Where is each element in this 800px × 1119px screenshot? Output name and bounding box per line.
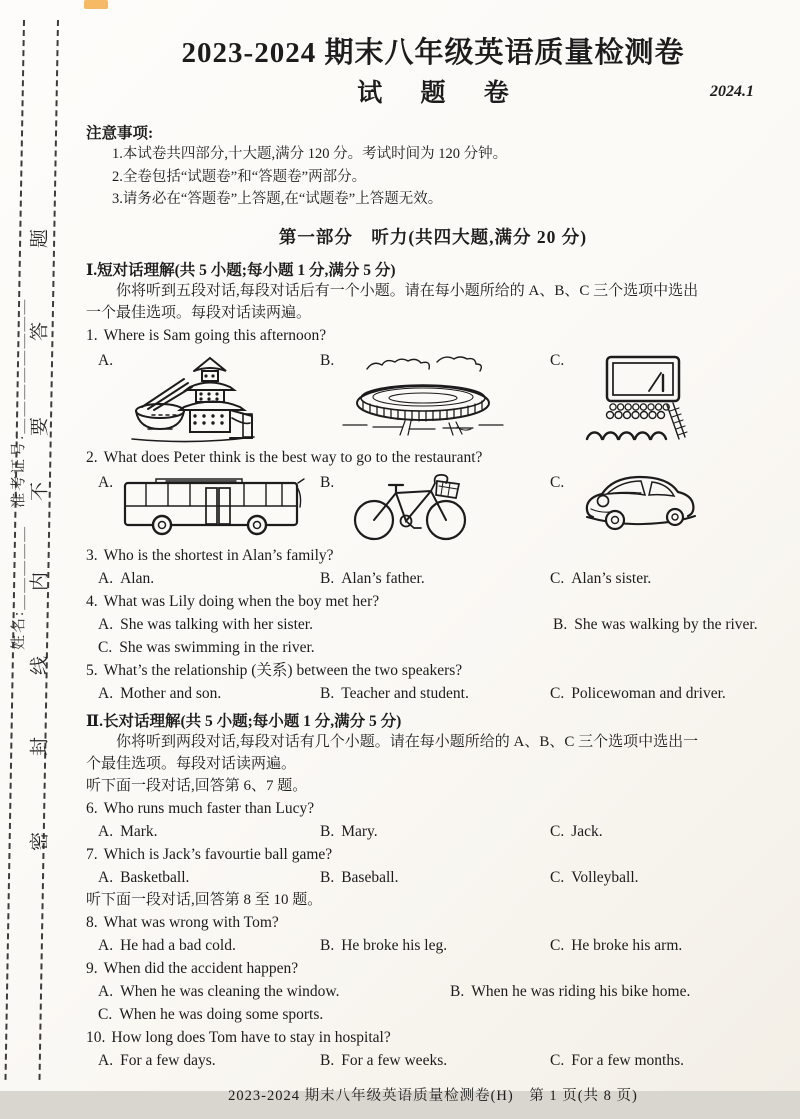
option-text: When he was riding his bike home. — [471, 982, 691, 1000]
instruction-line: 你将听到两段对话,每段对话有几个小题。请在每小题所给的 A、B、C 三个选项中选出一 — [116, 733, 699, 750]
question-7 — [86, 843, 780, 866]
question-text: What was Lily doing when the boy met her? — [103, 592, 380, 610]
notice-heading: 注意事项: — [86, 125, 154, 142]
option — [550, 820, 780, 843]
question-number: 5. — [86, 661, 98, 679]
question-number: 7. — [86, 845, 98, 863]
dialog-prompt-2: 听下面一段对话,回答第 8 至 10 题。 — [86, 891, 323, 908]
cinema-icon — [583, 355, 685, 441]
question-number: 9. — [86, 959, 98, 977]
option-b — [320, 349, 550, 443]
question-number: 3. — [86, 546, 98, 564]
option-text: She was swimming in the river. — [119, 638, 315, 656]
question-4-options — [86, 613, 780, 636]
option — [98, 1049, 320, 1072]
option-label: B. — [320, 684, 335, 702]
question-number: 1. — [86, 326, 98, 344]
option — [98, 682, 320, 705]
option-text: He broke his arm. — [571, 936, 683, 954]
option-label: A. — [98, 1051, 114, 1069]
question-text: What’s the relationship (关系) between the two speakers? — [103, 661, 463, 679]
seal-char: 不 — [29, 482, 51, 502]
option-label: B. — [553, 615, 568, 633]
option-text: Mother and son. — [120, 684, 222, 702]
question-3-options — [86, 567, 780, 590]
option-label: B. — [320, 569, 335, 587]
notice-item: 1.本试卷共四部分,十大题,满分 120 分。考试时间为 120 分钟。 — [112, 146, 508, 162]
option — [98, 820, 320, 843]
option-label: C. — [550, 822, 565, 840]
question-2-options — [86, 471, 780, 541]
option-label: B. — [320, 351, 335, 369]
question-text: Who is the shortest in Alan’s family? — [103, 546, 334, 564]
option-label: A. — [98, 936, 114, 954]
option — [320, 682, 550, 705]
option-text: Alan’s sister. — [571, 569, 652, 587]
option-label: C. — [550, 1051, 565, 1069]
notice-item: 3.请务必在“答题卷”上答题,在“试题卷”上答题无效。 — [112, 191, 443, 207]
question-number: 8. — [86, 913, 98, 931]
question-1 — [86, 324, 780, 347]
option — [550, 682, 780, 705]
seal-char: 线 — [29, 656, 51, 676]
bus-icon — [122, 475, 304, 537]
option-label: A. — [98, 351, 114, 369]
option — [320, 866, 550, 889]
page-footer: 2023-2024 期末八年级英语质量检测卷(H) 第 1 页(共 8 页) — [228, 1087, 638, 1104]
notice-item: 2.全卷包括“试题卷”和“答题卷”两部分。 — [112, 168, 367, 185]
option-text: Jack. — [571, 822, 603, 840]
exam-date: 2024.1 — [710, 83, 754, 100]
question-9 — [86, 957, 780, 980]
question-text: Who runs much faster than Lucy? — [103, 799, 315, 817]
seal-char: 要 — [29, 417, 51, 437]
option-label: B. — [320, 936, 335, 954]
option-label: C. — [550, 868, 565, 886]
option — [98, 934, 320, 957]
option — [98, 613, 553, 636]
question-10-options — [86, 1049, 780, 1072]
question-text: Which is Jack’s favourtie ball game? — [103, 845, 333, 863]
option-label: C. — [550, 569, 565, 587]
question-5 — [86, 659, 780, 682]
question-5-options — [86, 682, 780, 705]
option-label: A. — [98, 684, 114, 702]
question-6 — [86, 797, 780, 820]
option-label: B. — [320, 868, 335, 886]
option-label: C. — [550, 473, 565, 491]
question-number: 2. — [86, 448, 98, 466]
seal-char: 题 — [29, 229, 51, 249]
restaurant-icon — [126, 355, 261, 443]
option-label: C. — [98, 1005, 113, 1023]
option — [86, 636, 780, 659]
bicycle-icon — [349, 473, 473, 541]
question-1-options — [86, 349, 780, 443]
option — [550, 567, 780, 590]
option-text: Volleyball. — [571, 868, 639, 886]
highlighter-artifact — [84, 0, 108, 9]
option — [450, 980, 780, 1003]
question-number: 4. — [86, 592, 98, 610]
seal-char: 封 — [29, 737, 51, 757]
option-text: When he was cleaning the window. — [120, 982, 340, 1000]
question-text: When did the accident happen? — [103, 959, 299, 977]
option-label: C. — [550, 936, 565, 954]
option-text: For a few days. — [120, 1051, 216, 1069]
option-text: Mark. — [120, 822, 158, 840]
question-4 — [86, 590, 780, 613]
option — [98, 567, 320, 590]
option — [320, 934, 550, 957]
exam-content — [86, 20, 780, 1119]
seal-dashed-line-outer — [39, 20, 59, 1080]
option — [320, 1049, 550, 1072]
option — [550, 934, 780, 957]
question-7-options — [86, 866, 780, 889]
option-label: A. — [98, 982, 114, 1000]
option-text: Basketball. — [120, 868, 190, 886]
option-text: For a few weeks. — [341, 1051, 448, 1069]
option — [320, 567, 550, 590]
instruction-line: 你将听到五段对话,每段对话后有一个小题。请在每小题所给的 A、B、C 三个选项中选出 — [116, 282, 699, 299]
stadium-icon — [339, 351, 507, 439]
option-label: A. — [98, 615, 114, 633]
part1-heading: 第一部分 听力(共四大题,满分 20 分) — [278, 226, 588, 247]
option — [550, 866, 780, 889]
question-text: What was wrong with Tom? — [103, 913, 279, 931]
page-title: 2023-2024 期末八年级英语质量检测卷 — [181, 37, 685, 69]
option-text: Baseball. — [341, 868, 399, 886]
option-text: He broke his leg. — [341, 936, 448, 954]
option-label: B. — [320, 822, 335, 840]
question-8 — [86, 911, 780, 934]
option — [98, 866, 320, 889]
question-10 — [86, 1026, 780, 1049]
option-label: A. — [98, 473, 114, 491]
seal-char: 密 — [29, 832, 51, 852]
option-a — [98, 349, 320, 443]
option-b — [320, 471, 550, 541]
option-label: B. — [320, 1051, 335, 1069]
option-text: She was walking by the river. — [574, 615, 758, 633]
question-9-options — [86, 980, 780, 1003]
dialog-prompt-1: 听下面一段对话,回答第 6、7 题。 — [86, 777, 308, 794]
option-label: C. — [98, 638, 113, 656]
option-text: Policewoman and driver. — [571, 684, 726, 702]
question-number: 10. — [86, 1028, 106, 1046]
question-text: What does Peter think is the best way to go to the restaurant? — [103, 448, 483, 466]
option-text: When he was doing some sports. — [119, 1005, 324, 1023]
instruction-line: 个最佳选项。每段对话读两遍。 — [86, 755, 297, 772]
section2-heading: Ⅱ.长对话理解(共 5 小题;每小题 1 分,满分 5 分) — [86, 712, 402, 730]
option-text: He had a bad cold. — [120, 936, 236, 954]
seal-char: 答 — [29, 322, 51, 342]
option-label: B. — [320, 473, 335, 491]
option-text: Alan. — [120, 569, 155, 587]
option-text: Mary. — [341, 822, 378, 840]
question-text: Where is Sam going this afternoon? — [103, 326, 327, 344]
option — [86, 1003, 780, 1026]
paper-subtitle: 试 题 卷 — [357, 80, 525, 107]
question-2 — [86, 446, 780, 469]
instruction-line: 一个最佳选项。每段对话读两遍。 — [86, 304, 312, 321]
option — [98, 980, 450, 1003]
option-c — [550, 349, 780, 443]
question-3 — [86, 544, 780, 567]
student-info-label: 姓名:＿＿＿＿＿ 准考证号:＿＿＿＿＿＿＿＿ — [11, 297, 27, 650]
option-text: Alan’s father. — [341, 569, 425, 587]
question-number: 6. — [86, 799, 98, 817]
subtitle-row — [86, 73, 780, 111]
question-8-options — [86, 934, 780, 957]
question-text: How long does Tom have to stay in hospital? — [111, 1028, 391, 1046]
option — [550, 1049, 780, 1072]
car-icon — [581, 471, 699, 531]
section1-heading: Ⅰ.短对话理解(共 5 小题;每小题 1 分,满分 5 分) — [86, 261, 396, 279]
option-label: A. — [98, 569, 114, 587]
option-c — [550, 471, 780, 541]
option-label: A. — [98, 868, 114, 886]
option-label: A. — [98, 822, 114, 840]
option — [320, 820, 550, 843]
seal-char: 内 — [29, 572, 51, 592]
option-label: B. — [450, 982, 465, 1000]
option-label: C. — [550, 351, 565, 369]
option-text: For a few months. — [571, 1051, 685, 1069]
option-a — [98, 471, 320, 541]
option-text: Teacher and student. — [341, 684, 469, 702]
question-6-options — [86, 820, 780, 843]
option — [553, 613, 780, 636]
option-text: She was talking with her sister. — [120, 615, 313, 633]
option-label: C. — [550, 684, 565, 702]
